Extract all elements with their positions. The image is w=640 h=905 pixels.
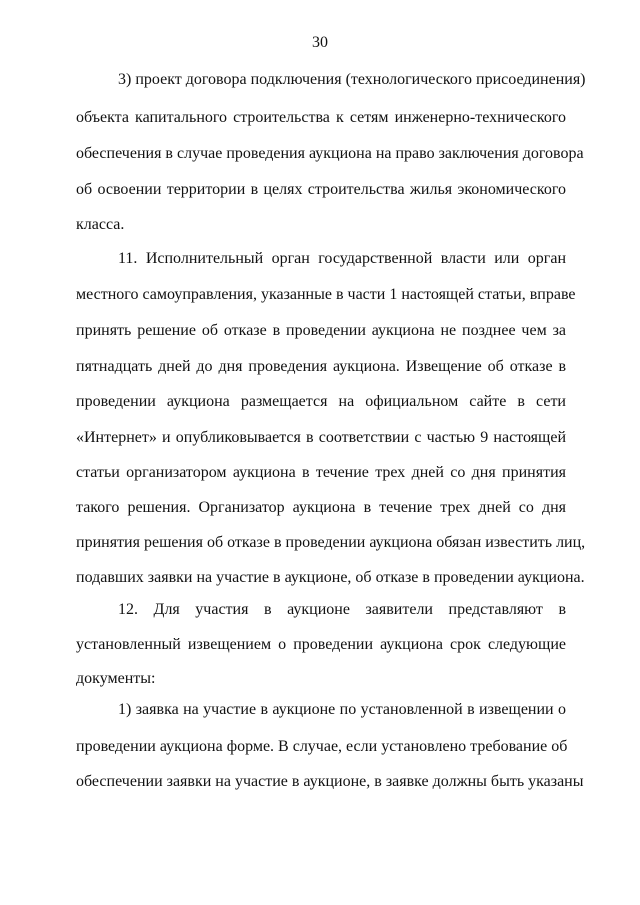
paragraph-line: 3) проект договора подключения (технологического присоединения) bbox=[118, 71, 586, 88]
paragraph-line: местного самоуправления, указанные в части 1 настоящей статьи, вправе bbox=[76, 286, 576, 303]
document-body bbox=[76, 0, 586, 905]
paragraph-line: 12. Для участия в аукционе заявители представляют в bbox=[118, 601, 566, 618]
paragraph-line: класса. bbox=[76, 216, 125, 233]
paragraph-line: такого решения. Организатор аукциона в течение трех дней со дня bbox=[76, 499, 566, 516]
paragraph-line: об освоении территории в целях строительства жилья экономического bbox=[76, 181, 566, 198]
paragraph-line: объекта капитального строительства к сетям инженерно-технического bbox=[76, 109, 566, 126]
paragraph-line: пятнадцать дней до дня проведения аукциона. Извещение об отказе в bbox=[76, 358, 566, 375]
paragraph-line: статьи организатором аукциона в течение трех дней со дня принятия bbox=[76, 464, 566, 481]
paragraph-line: «Интернет» и опубликовывается в соответствии с частью 9 настоящей bbox=[76, 429, 566, 446]
page-number: 30 bbox=[312, 34, 328, 51]
paragraph-line: принятия решения об отказе в проведении аукциона обязан известить лиц, bbox=[76, 534, 586, 551]
paragraph-line: проведении аукциона форме. В случае, если установлено требование об bbox=[76, 738, 568, 755]
paragraph-line: подавших заявки на участие в аукционе, об отказе в проведении аукциона. bbox=[76, 569, 585, 586]
paragraph-line: принять решение об отказе в проведении аукциона не позднее чем за bbox=[76, 322, 566, 339]
paragraph-line: обеспечении заявки на участие в аукционе, в заявке должны быть указаны bbox=[76, 773, 584, 790]
paragraph-line: обеспечения в случае проведения аукциона на право заключения договора bbox=[76, 145, 584, 162]
paragraph-line: проведении аукциона размещается на официальном сайте в сети bbox=[76, 393, 566, 410]
paragraph-line: документы: bbox=[76, 670, 156, 687]
paragraph-line: установленный извещением о проведении аукциона срок следующие bbox=[76, 636, 566, 653]
paragraph-line: 1) заявка на участие в аукционе по установленной в извещении о bbox=[118, 701, 566, 718]
paragraph-line: 11. Исполнительный орган государственной власти или орган bbox=[118, 250, 566, 267]
